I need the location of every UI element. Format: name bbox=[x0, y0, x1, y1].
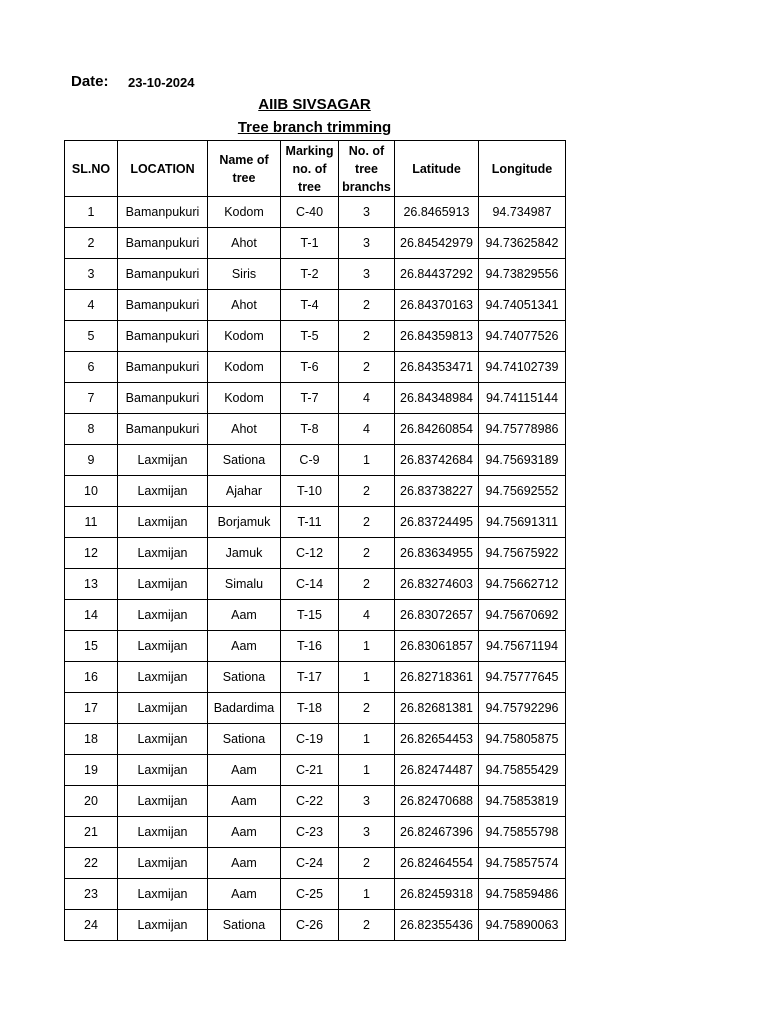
cell-longitude: 94.74115144 bbox=[479, 383, 566, 414]
cell-sl-no: 15 bbox=[65, 631, 118, 662]
cell-sl-no: 21 bbox=[65, 817, 118, 848]
column-header-location: LOCATION bbox=[118, 141, 208, 197]
cell-longitude: 94.75777645 bbox=[479, 662, 566, 693]
cell-latitude: 26.82470688 bbox=[395, 786, 479, 817]
cell-sl-no: 9 bbox=[65, 445, 118, 476]
cell-tree-name: Aam bbox=[208, 879, 281, 910]
cell-longitude: 94.74051341 bbox=[479, 290, 566, 321]
cell-location: Bamanpukuri bbox=[118, 290, 208, 321]
cell-marking-no: C-14 bbox=[281, 569, 339, 600]
cell-location: Bamanpukuri bbox=[118, 321, 208, 352]
cell-tree-name: Aam bbox=[208, 755, 281, 786]
cell-longitude: 94.75857574 bbox=[479, 848, 566, 879]
cell-branch-count: 3 bbox=[339, 197, 395, 228]
table-row bbox=[65, 724, 566, 755]
cell-sl-no: 18 bbox=[65, 724, 118, 755]
cell-branch-count: 2 bbox=[339, 848, 395, 879]
table-row bbox=[65, 228, 566, 259]
cell-tree-name: Kodom bbox=[208, 321, 281, 352]
cell-longitude: 94.75855798 bbox=[479, 817, 566, 848]
table-row bbox=[65, 786, 566, 817]
cell-tree-name: Ahot bbox=[208, 228, 281, 259]
cell-location: Laxmijan bbox=[118, 848, 208, 879]
cell-longitude: 94.75805875 bbox=[479, 724, 566, 755]
table-row bbox=[65, 538, 566, 569]
cell-tree-name: Ahot bbox=[208, 290, 281, 321]
cell-marking-no: T-8 bbox=[281, 414, 339, 445]
cell-latitude: 26.82681381 bbox=[395, 693, 479, 724]
cell-branch-count: 2 bbox=[339, 321, 395, 352]
cell-marking-no: T-11 bbox=[281, 507, 339, 538]
cell-location: Laxmijan bbox=[118, 476, 208, 507]
header-row bbox=[65, 141, 566, 197]
table-row bbox=[65, 879, 566, 910]
cell-sl-no: 4 bbox=[65, 290, 118, 321]
cell-location: Laxmijan bbox=[118, 786, 208, 817]
cell-branch-count: 1 bbox=[339, 724, 395, 755]
cell-latitude: 26.83061857 bbox=[395, 631, 479, 662]
cell-tree-name: Sationa bbox=[208, 662, 281, 693]
cell-location: Laxmijan bbox=[118, 600, 208, 631]
cell-sl-no: 19 bbox=[65, 755, 118, 786]
cell-marking-no: C-19 bbox=[281, 724, 339, 755]
cell-location: Bamanpukuri bbox=[118, 259, 208, 290]
cell-marking-no: T-2 bbox=[281, 259, 339, 290]
cell-marking-no: C-40 bbox=[281, 197, 339, 228]
cell-tree-name: Aam bbox=[208, 786, 281, 817]
cell-latitude: 26.82467396 bbox=[395, 817, 479, 848]
document-subtitle: Tree branch trimming bbox=[237, 119, 392, 136]
cell-longitude: 94.73829556 bbox=[479, 259, 566, 290]
table-row bbox=[65, 817, 566, 848]
cell-branch-count: 2 bbox=[339, 569, 395, 600]
cell-sl-no: 20 bbox=[65, 786, 118, 817]
cell-longitude: 94.75671194 bbox=[479, 631, 566, 662]
cell-branch-count: 3 bbox=[339, 259, 395, 290]
cell-location: Laxmijan bbox=[118, 879, 208, 910]
cell-tree-name: Ajahar bbox=[208, 476, 281, 507]
table-row bbox=[65, 600, 566, 631]
cell-sl-no: 12 bbox=[65, 538, 118, 569]
cell-longitude: 94.74102739 bbox=[479, 352, 566, 383]
cell-latitude: 26.83742684 bbox=[395, 445, 479, 476]
cell-marking-no: C-12 bbox=[281, 538, 339, 569]
cell-sl-no: 5 bbox=[65, 321, 118, 352]
cell-marking-no: T-1 bbox=[281, 228, 339, 259]
cell-sl-no: 7 bbox=[65, 383, 118, 414]
cell-latitude: 26.84437292 bbox=[395, 259, 479, 290]
cell-latitude: 26.8465913 bbox=[395, 197, 479, 228]
cell-longitude: 94.75692552 bbox=[479, 476, 566, 507]
cell-location: Laxmijan bbox=[118, 817, 208, 848]
cell-latitude: 26.84542979 bbox=[395, 228, 479, 259]
column-header-sl-no: SL.NO bbox=[65, 141, 118, 197]
cell-branch-count: 3 bbox=[339, 786, 395, 817]
cell-longitude: 94.75855429 bbox=[479, 755, 566, 786]
cell-tree-name: Aam bbox=[208, 817, 281, 848]
cell-branch-count: 1 bbox=[339, 755, 395, 786]
cell-sl-no: 11 bbox=[65, 507, 118, 538]
cell-location: Laxmijan bbox=[118, 569, 208, 600]
column-header-longitude: Longitude bbox=[479, 141, 566, 197]
cell-longitude: 94.73625842 bbox=[479, 228, 566, 259]
cell-latitude: 26.84260854 bbox=[395, 414, 479, 445]
cell-latitude: 26.83724495 bbox=[395, 507, 479, 538]
cell-branch-count: 1 bbox=[339, 445, 395, 476]
cell-tree-name: Aam bbox=[208, 600, 281, 631]
cell-longitude: 94.734987 bbox=[479, 197, 566, 228]
cell-location: Laxmijan bbox=[118, 538, 208, 569]
cell-marking-no: T-16 bbox=[281, 631, 339, 662]
cell-tree-name: Ahot bbox=[208, 414, 281, 445]
cell-marking-no: T-18 bbox=[281, 693, 339, 724]
cell-marking-no: T-7 bbox=[281, 383, 339, 414]
cell-sl-no: 24 bbox=[65, 910, 118, 941]
cell-tree-name: Badardima bbox=[208, 693, 281, 724]
cell-sl-no: 16 bbox=[65, 662, 118, 693]
cell-marking-no: T-5 bbox=[281, 321, 339, 352]
cell-latitude: 26.82474487 bbox=[395, 755, 479, 786]
cell-branch-count: 4 bbox=[339, 600, 395, 631]
cell-longitude: 94.75693189 bbox=[479, 445, 566, 476]
table-row bbox=[65, 352, 566, 383]
cell-location: Laxmijan bbox=[118, 693, 208, 724]
cell-location: Laxmijan bbox=[118, 445, 208, 476]
column-header-latitude: Latitude bbox=[395, 141, 479, 197]
cell-tree-name: Sationa bbox=[208, 445, 281, 476]
cell-latitude: 26.82355436 bbox=[395, 910, 479, 941]
cell-location: Bamanpukuri bbox=[118, 197, 208, 228]
column-header-marking-no: Marking no. of tree bbox=[281, 141, 339, 197]
cell-sl-no: 3 bbox=[65, 259, 118, 290]
cell-branch-count: 4 bbox=[339, 383, 395, 414]
cell-latitude: 26.83634955 bbox=[395, 538, 479, 569]
table-row bbox=[65, 507, 566, 538]
table-row bbox=[65, 848, 566, 879]
cell-branch-count: 1 bbox=[339, 879, 395, 910]
cell-branch-count: 3 bbox=[339, 228, 395, 259]
cell-sl-no: 1 bbox=[65, 197, 118, 228]
table-row bbox=[65, 569, 566, 600]
cell-location: Laxmijan bbox=[118, 507, 208, 538]
table-row bbox=[65, 259, 566, 290]
cell-latitude: 26.84359813 bbox=[395, 321, 479, 352]
cell-tree-name: Aam bbox=[208, 848, 281, 879]
table-row bbox=[65, 631, 566, 662]
cell-marking-no: C-25 bbox=[281, 879, 339, 910]
table-row bbox=[65, 662, 566, 693]
document-title: AIIB SIVSAGAR bbox=[258, 96, 371, 113]
cell-location: Bamanpukuri bbox=[118, 228, 208, 259]
cell-location: Laxmijan bbox=[118, 662, 208, 693]
cell-branch-count: 4 bbox=[339, 414, 395, 445]
cell-longitude: 94.75691311 bbox=[479, 507, 566, 538]
cell-tree-name: Simalu bbox=[208, 569, 281, 600]
column-header-no-of-branches: No. of tree branchs bbox=[339, 141, 395, 197]
table-row bbox=[65, 693, 566, 724]
cell-branch-count: 2 bbox=[339, 910, 395, 941]
cell-location: Bamanpukuri bbox=[118, 414, 208, 445]
cell-longitude: 94.75662712 bbox=[479, 569, 566, 600]
cell-location: Laxmijan bbox=[118, 724, 208, 755]
cell-sl-no: 6 bbox=[65, 352, 118, 383]
cell-tree-name: Kodom bbox=[208, 352, 281, 383]
cell-tree-name: Jamuk bbox=[208, 538, 281, 569]
cell-tree-name: Kodom bbox=[208, 197, 281, 228]
cell-longitude: 94.74077526 bbox=[479, 321, 566, 352]
cell-branch-count: 1 bbox=[339, 631, 395, 662]
table-row bbox=[65, 197, 566, 228]
cell-location: Laxmijan bbox=[118, 755, 208, 786]
cell-sl-no: 13 bbox=[65, 569, 118, 600]
column-header-name-of-tree: Name of tree bbox=[208, 141, 281, 197]
cell-latitude: 26.83072657 bbox=[395, 600, 479, 631]
cell-longitude: 94.75859486 bbox=[479, 879, 566, 910]
cell-branch-count: 2 bbox=[339, 352, 395, 383]
table-row bbox=[65, 476, 566, 507]
date-label: Date: bbox=[71, 73, 109, 90]
cell-tree-name: Sationa bbox=[208, 724, 281, 755]
table-row bbox=[65, 755, 566, 786]
cell-latitude: 26.82654453 bbox=[395, 724, 479, 755]
cell-marking-no: C-24 bbox=[281, 848, 339, 879]
cell-sl-no: 22 bbox=[65, 848, 118, 879]
cell-tree-name: Siris bbox=[208, 259, 281, 290]
cell-sl-no: 8 bbox=[65, 414, 118, 445]
cell-latitude: 26.83274603 bbox=[395, 569, 479, 600]
cell-branch-count: 2 bbox=[339, 538, 395, 569]
cell-branch-count: 2 bbox=[339, 290, 395, 321]
cell-marking-no: T-17 bbox=[281, 662, 339, 693]
cell-marking-no: C-9 bbox=[281, 445, 339, 476]
cell-latitude: 26.84348984 bbox=[395, 383, 479, 414]
cell-location: Laxmijan bbox=[118, 910, 208, 941]
cell-marking-no: T-4 bbox=[281, 290, 339, 321]
cell-location: Bamanpukuri bbox=[118, 352, 208, 383]
cell-location: Bamanpukuri bbox=[118, 383, 208, 414]
cell-latitude: 26.82718361 bbox=[395, 662, 479, 693]
cell-latitude: 26.82459318 bbox=[395, 879, 479, 910]
cell-longitude: 94.75853819 bbox=[479, 786, 566, 817]
cell-latitude: 26.83738227 bbox=[395, 476, 479, 507]
cell-longitude: 94.75792296 bbox=[479, 693, 566, 724]
table-row bbox=[65, 414, 566, 445]
cell-latitude: 26.82464554 bbox=[395, 848, 479, 879]
cell-location: Laxmijan bbox=[118, 631, 208, 662]
cell-tree-name: Borjamuk bbox=[208, 507, 281, 538]
table-row bbox=[65, 290, 566, 321]
cell-longitude: 94.75778986 bbox=[479, 414, 566, 445]
cell-branch-count: 2 bbox=[339, 693, 395, 724]
table-row bbox=[65, 910, 566, 941]
cell-marking-no: T-15 bbox=[281, 600, 339, 631]
table-row bbox=[65, 383, 566, 414]
cell-sl-no: 2 bbox=[65, 228, 118, 259]
cell-tree-name: Aam bbox=[208, 631, 281, 662]
cell-latitude: 26.84370163 bbox=[395, 290, 479, 321]
cell-sl-no: 14 bbox=[65, 600, 118, 631]
table-row bbox=[65, 321, 566, 352]
cell-longitude: 94.75675922 bbox=[479, 538, 566, 569]
cell-marking-no: C-26 bbox=[281, 910, 339, 941]
cell-tree-name: Sationa bbox=[208, 910, 281, 941]
cell-branch-count: 3 bbox=[339, 817, 395, 848]
cell-branch-count: 2 bbox=[339, 507, 395, 538]
cell-tree-name: Kodom bbox=[208, 383, 281, 414]
cell-marking-no: C-22 bbox=[281, 786, 339, 817]
cell-longitude: 94.75890063 bbox=[479, 910, 566, 941]
cell-marking-no: C-23 bbox=[281, 817, 339, 848]
cell-sl-no: 23 bbox=[65, 879, 118, 910]
cell-longitude: 94.75670692 bbox=[479, 600, 566, 631]
cell-marking-no: C-21 bbox=[281, 755, 339, 786]
cell-branch-count: 2 bbox=[339, 476, 395, 507]
cell-marking-no: T-6 bbox=[281, 352, 339, 383]
cell-sl-no: 17 bbox=[65, 693, 118, 724]
tree-trimming-table bbox=[64, 140, 566, 941]
table-row bbox=[65, 445, 566, 476]
date-value: 23-10-2024 bbox=[128, 75, 195, 90]
cell-branch-count: 1 bbox=[339, 662, 395, 693]
cell-sl-no: 10 bbox=[65, 476, 118, 507]
cell-marking-no: T-10 bbox=[281, 476, 339, 507]
cell-latitude: 26.84353471 bbox=[395, 352, 479, 383]
